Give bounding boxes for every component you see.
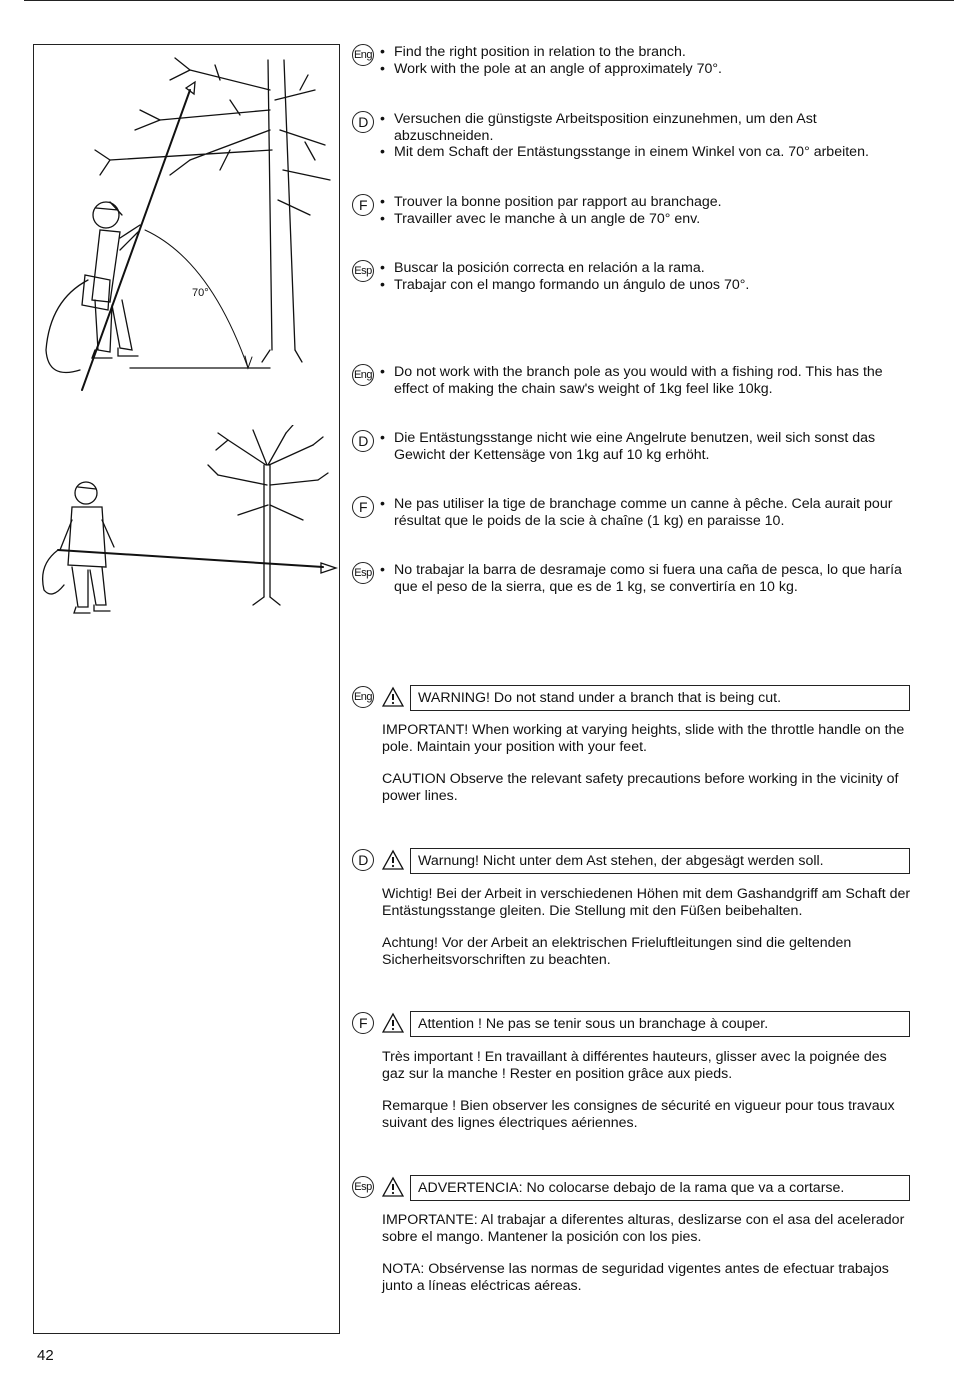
bullet-text: • Do not work with the branch pole as you would with a fishing rod. This has the effect of making the chain saw's weight of 1kg feel like 10kg. <box>380 364 910 397</box>
bullet-text: • No trabajar la barra de desramaje como si fuera una caña de pesca, lo que haría que el peso de la sierra, que es de 1 kg, se convertiría en 10 kg. <box>380 562 910 595</box>
caution-paragraph: NOTA: Obsérvense las normas de seguridad vigentes antes de efectuar trabajos junto a líneas eléctricas aéreas. <box>382 1261 889 1294</box>
warning-text: ADVERTENCIA: No colocarse debajo de la rama que va a cortarse. <box>410 1175 910 1201</box>
lang-badge-eng: Eng <box>352 44 374 66</box>
warning-triangle-icon <box>382 849 404 871</box>
warning-esp <box>352 1175 912 1201</box>
bullet-text: • Trouver la bonne position par rapport au branchage. <box>380 194 910 211</box>
figure-correct-angle <box>40 50 335 400</box>
lang-badge-d: D <box>352 849 374 871</box>
bullet-text: • Die Entästungsstange nicht wie eine Angelrute benutzen, weil sich sonst das Gewicht der Kettensäge von 1kg auf 10 kg erhöht. <box>380 430 910 463</box>
warning-triangle-icon <box>382 686 404 708</box>
important-paragraph: Très important ! En travaillant à différentes hauteurs, glisser avec la poignée des gaz sur la manche ! Rester en position grâce aux pieds. <box>382 1049 887 1082</box>
bullet-text: • Travailler avec le manche à un angle de 70° env. <box>380 211 910 228</box>
lang-badge-f: F <box>352 1012 374 1034</box>
warning-eng <box>352 685 912 711</box>
angle-label: 70° <box>192 287 209 299</box>
caution-paragraph: Achtung! Vor der Arbeit an elektrischen Frieluftleitungen sind die geltenden Sicherheitsvorschriften zu beachten. <box>382 935 852 968</box>
warning-triangle-icon <box>382 1012 404 1034</box>
important-paragraph: IMPORTANTE: Al trabajar a diferentes alturas, deslizarse con el asa del acelerador sobre el mango. Mantener la posición con los pies. <box>382 1212 905 1245</box>
warning-text: Warnung! Nicht unter dem Ast stehen, der abgesägt werden soll. <box>410 848 910 874</box>
lang-badge-d: D <box>352 430 374 452</box>
warning-triangle-icon <box>382 1176 404 1198</box>
lang-badge-d: D <box>352 111 374 133</box>
bullet-text: • Ne pas utiliser la tige de branchage comme un canne à pêche. Cela aurait pour résultat que le poids de la scie à chaîne (1 kg) en paraisse 10. <box>380 496 910 529</box>
warning-text: Attention ! Ne pas se tenir sous un branchage à couper. <box>410 1011 910 1037</box>
warning-f <box>352 1011 912 1037</box>
warning-d <box>352 848 912 874</box>
bullet-text: • Buscar la posición correcta en relación a la rama. <box>380 260 910 277</box>
page-number: 42 <box>37 1347 54 1364</box>
important-paragraph: IMPORTANT! When working at varying heights, slide with the throttle handle on the pole. Maintain your position with your feet. <box>382 722 905 755</box>
bullet-text: • Versuchen die günstigste Arbeitsposition einzunehmen, um den Ast abzuschneiden. <box>380 111 910 144</box>
bullet-text: • Find the right position in relation to the branch. <box>380 44 910 61</box>
bullet-text: • Mit dem Schaft der Entästungsstange in einem Winkel von ca. 70° arbeiten. <box>380 144 910 161</box>
caution-paragraph: CAUTION Observe the relevant safety precautions before working in the vicinity of power lines. <box>382 771 899 804</box>
lang-badge-eng: Eng <box>352 364 374 386</box>
warning-text: WARNING! Do not stand under a branch that is being cut. <box>410 685 910 711</box>
bullet-text: • Work with the pole at an angle of approximately 70°. <box>380 61 910 78</box>
figure-fishing-rod <box>38 425 338 620</box>
important-paragraph: Wichtig! Bei der Arbeit in verschiedenen Höhen mit dem Gashandgriff am Schaft der Entästungsstange gleiten. Die Stellung mit den Füßen beibehalten. <box>382 886 911 919</box>
lang-badge-f: F <box>352 194 374 216</box>
lang-badge-esp: Esp <box>352 1176 374 1198</box>
lang-badge-f: F <box>352 496 374 518</box>
lang-badge-eng: Eng <box>352 686 374 708</box>
lang-badge-esp: Esp <box>352 260 374 282</box>
lang-badge-esp: Esp <box>352 562 374 584</box>
caution-paragraph: Remarque ! Bien observer les consignes de sécurité en vigueur pour tous travaux suivant des lignes électriques aériennes. <box>382 1098 895 1131</box>
top-rule <box>24 0 954 1</box>
bullet-text: • Trabajar con el mango formando un ángulo de unos 70°. <box>380 277 910 294</box>
